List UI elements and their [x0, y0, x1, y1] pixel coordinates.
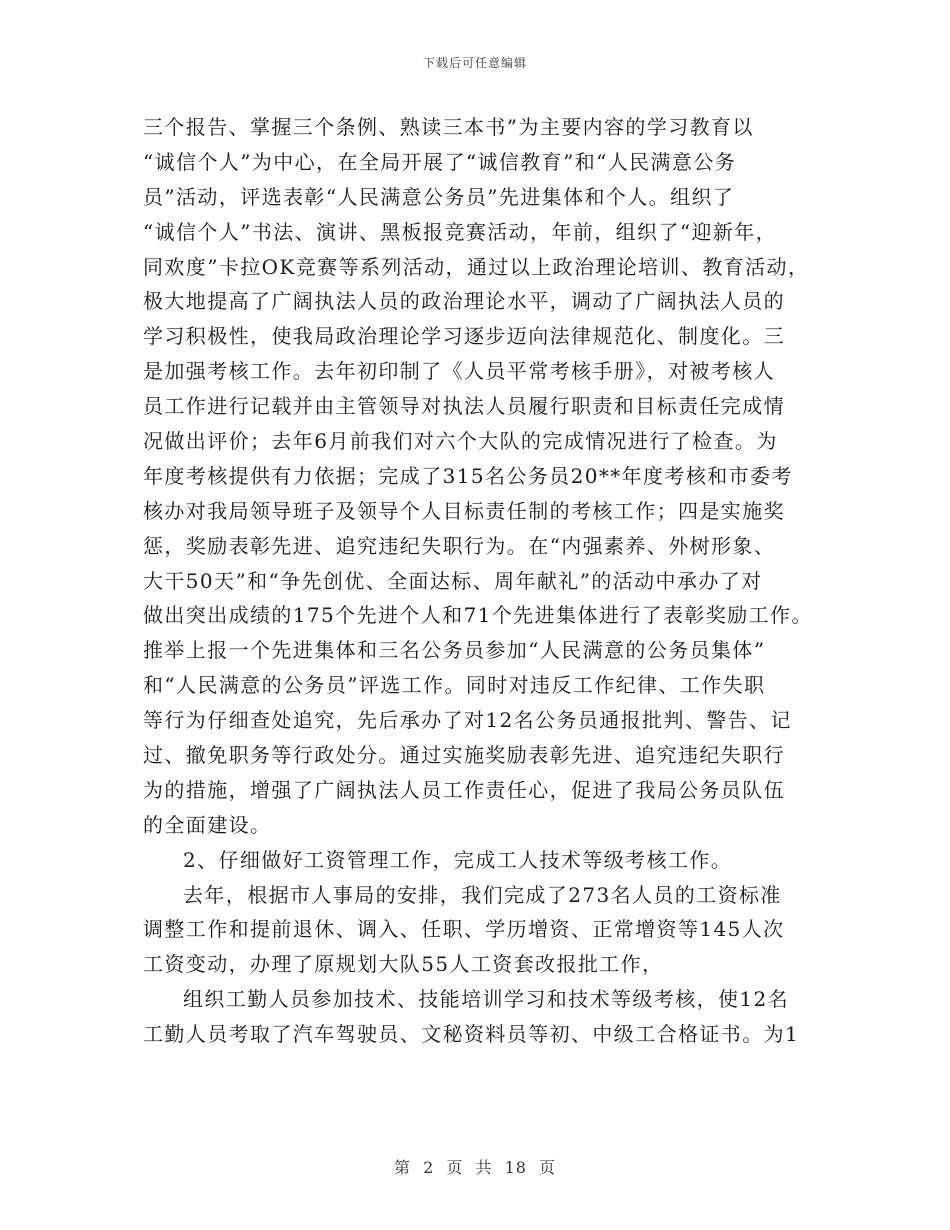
text-line: 年度考核提供有力依据；完成了315名公务员20**年度考核和市委考: [143, 463, 793, 488]
text-line: 核办对我局领导班子及领导个人目标责任制的考核工作；四是实施奖: [143, 498, 785, 523]
footer-total-word: 共: [475, 1158, 493, 1177]
text-line: 调整工作和提前退休、调入、任职、学历增资、正常增资等145人次: [143, 917, 785, 942]
text-line: “诚信个人”为中心，在全局开展了“诚信教育”和“人民满意公务: [143, 149, 737, 174]
text-line: 和“人民满意的公务员”评选工作。同时对违反工作纪律、工作失职: [143, 673, 766, 698]
page-header: 下载后可任意编辑: [422, 56, 527, 70]
text-line: 为的措施，增强了广阔执法人员工作责任心，促进了我局公务员队伍: [143, 777, 785, 802]
text-line: 工资变动，办理了原规划大队55人工资套改报批工作，: [143, 952, 664, 977]
text-line: 的全面建设。: [143, 812, 272, 837]
text-line: 工勤人员考取了汽车驾驶员、文秘资料员等初、中级工合格证书。为1: [143, 1022, 800, 1047]
text-line: 等行为仔细查处追究，先后承办了对12名公务员通报批判、警告、记: [143, 708, 792, 733]
section-heading: 2、仔细做好工资管理工作，完成工人技术等级考核工作。: [183, 847, 733, 872]
footer-prefix: 第: [393, 1158, 411, 1177]
text-line: 学习积极性，使我局政治理论学习逐步迈向法律规范化、制度化。三: [143, 324, 785, 349]
text-line: 三个报告、掌握三个条例、熟读三本书”为主要内容的学习教育以: [143, 115, 754, 139]
text-line: 况做出评价；去年6月前我们对六个大队的完成情况进行了检查。为: [143, 429, 778, 454]
document-body: [143, 110, 811, 1052]
footer-suffix: 页: [539, 1158, 557, 1177]
footer-page-word: 页: [446, 1158, 464, 1177]
text-line: “诚信个人”书法、演讲、黑板报竞赛活动，年前，组织了“迎新年，: [143, 219, 778, 244]
total-page-count: 18: [504, 1158, 527, 1177]
paragraph-start: 组织工勤人员参加技术、技能培训学习和技术等级考核，使12名: [183, 987, 790, 1012]
text-line: 大干50天”和“争先创优、全面达标、周年献礼”的活动中承办了对: [143, 568, 763, 593]
page-footer: [0, 1155, 950, 1178]
text-line: 员工作进行记载并由主管领导对执法人员履行职责和目标责任完成情: [143, 394, 785, 419]
text-line: 做出突出成绩的175个先进个人和71个先进集体进行了表彰奖励工作。: [143, 603, 813, 628]
text-line: 惩，奖励表彰先进、追究违纪失职行为。在“内强素养、外树形象、: [143, 533, 776, 558]
text-line: 员”活动，评选表彰“人民满意公务员”先进集体和个人。组织了: [143, 184, 735, 209]
current-page-number: 2: [423, 1158, 435, 1177]
paragraph-start: 去年，根据市人事局的安排，我们完成了273名人员的工资标准: [183, 882, 782, 907]
text-line: 过、撤免职务等行政处分。通过实施奖励表彰先进、追究违纪失职行: [143, 743, 785, 768]
text-line: 推举上报一个先进集体和三名公务员参加“人民满意的公务员集体”: [143, 638, 766, 663]
text-line: 是加强考核工作。去年初印制了《人员平常考核手册》，对被考核人: [143, 359, 775, 384]
text-line: 同欢度”卡拉OK竞赛等系列活动，通过以上政治理论培训、教育活动，: [143, 254, 810, 279]
text-line: 极大地提高了广阔执法人员的政治理论水平，调动了广阔执法人员的: [143, 289, 785, 314]
